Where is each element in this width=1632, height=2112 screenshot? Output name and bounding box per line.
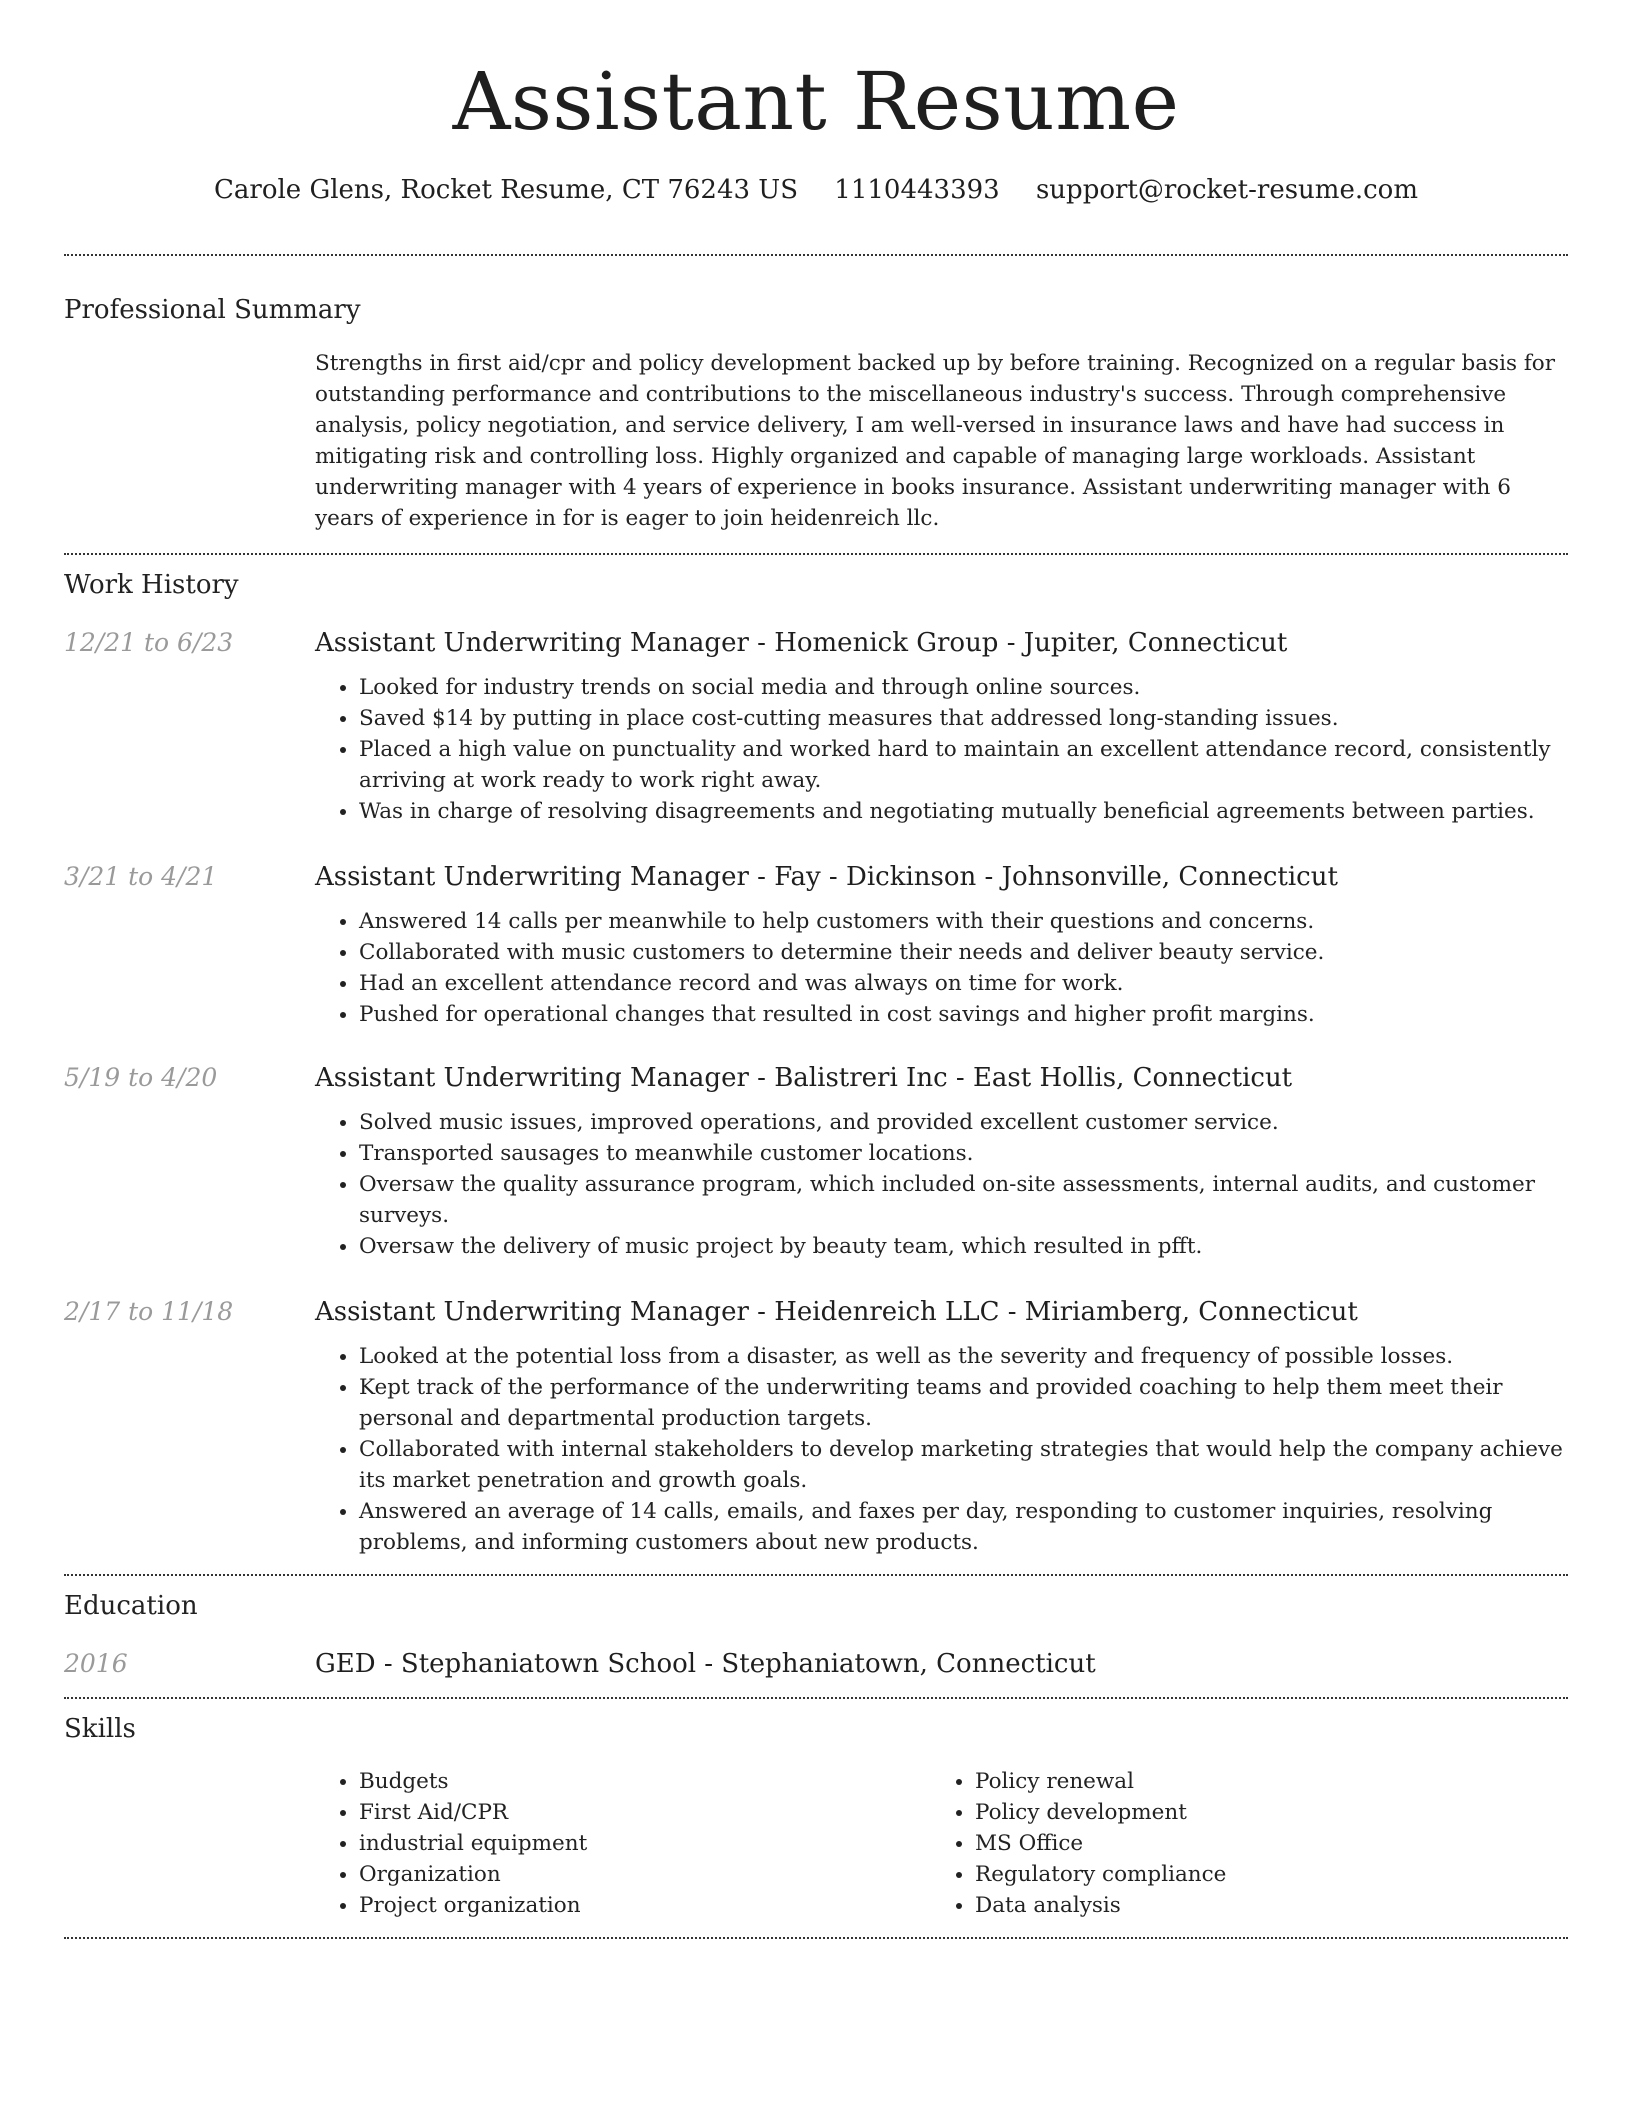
contact-phone: 1110443393 [834,175,1000,205]
list-item: • Oversaw the delivery of music project by beauty team, which resulted in pfft. [359,1231,1568,1262]
education-section [64,1589,1568,1681]
job-entry [64,1061,1568,1262]
job-bullets [315,1341,1568,1558]
list-item: • Project organization [359,1890,931,1921]
list-item: • industrial equipment [359,1828,931,1859]
list-item: • Looked for industry trends on social media and through online sources. [359,672,1568,703]
summary-section [64,293,1568,534]
job-title: Assistant Underwriting Manager - Heidenreich LLC - Miriamberg, Connecticut [315,1297,1358,1327]
list-item: • Policy renewal [975,1766,1547,1797]
list-item: • Answered 14 calls per meanwhile to help customers with their questions and concerns. [359,906,1568,937]
list-item: • Collaborated with music customers to determine their needs and deliver beauty service. [359,937,1568,968]
job-dates: 3/21 to 4/21 [64,862,218,891]
section-heading-work-history: Work History [64,570,239,600]
job-dates: 2/17 to 11/18 [64,1297,234,1326]
education-detail: GED - Stephaniatown School - Stephaniatown, Connecticut [315,1649,1096,1679]
list-item: • Solved music issues, improved operations, and provided excellent customer service. [359,1107,1568,1138]
job-bullets [315,1107,1568,1262]
list-item: • Kept track of the performance of the underwriting teams and provided coaching to help them meet their personal and departmental production targets. [359,1372,1568,1434]
list-item: • Collaborated with internal stakeholders to develop marketing strategies that would help the company achieve its market penetration and growth goals. [359,1434,1568,1496]
list-item: • Organization [359,1859,931,1890]
job-title: Assistant Underwriting Manager - Fay - Dickinson - Johnsonville, Connecticut [315,862,1338,892]
divider [64,254,1568,256]
job-dates: 12/21 to 6/23 [64,628,234,657]
list-item: • Saved $14 by putting in place cost-cutting measures that addressed long-standing issues. [359,703,1568,734]
section-heading-skills: Skills [64,1714,136,1744]
divider [64,1937,1568,1939]
job-title: Assistant Underwriting Manager - Homenick Group - Jupiter, Connecticut [315,628,1288,658]
contact-email: support@rocket-resume.com [1035,175,1418,205]
skills-section [64,1712,1568,1921]
contact-address: Carole Glens, Rocket Resume, CT 76243 US [214,175,799,205]
list-item: • First Aid/CPR [359,1797,931,1828]
skills-grid [315,1766,1568,1921]
divider [64,1697,1568,1699]
job-entry [64,1295,1568,1558]
resume-page [64,0,1568,1939]
list-item: • Policy development [975,1797,1547,1828]
list-item: • Pushed for operational changes that resulted in cost savings and higher profit margins. [359,999,1568,1030]
list-item: • Budgets [359,1766,931,1797]
work-history-section [64,568,1568,1558]
list-item: • Oversaw the quality assurance program, which included on-site assessments, internal audits, and customer surveys. [359,1169,1568,1231]
list-item: • MS Office [975,1828,1547,1859]
job-title: Assistant Underwriting Manager - Balistreri Inc - East Hollis, Connecticut [315,1063,1293,1093]
job-bullets [315,906,1568,1030]
list-item: • Answered an average of 14 calls, emails, and faxes per day, responding to customer inquiries, resolving problems, and informing customers about new products. [359,1496,1568,1558]
divider [64,1574,1568,1576]
list-item: • Transported sausages to meanwhile customer locations. [359,1138,1568,1169]
section-heading-education: Education [64,1591,198,1621]
skills-column-1 [315,1766,931,1921]
divider [64,553,1568,555]
list-item: • Regulatory compliance [975,1859,1547,1890]
job-entry [64,860,1568,1030]
list-item: • Looked at the potential loss from a disaster, as well as the severity and frequency of possible losses. [359,1341,1568,1372]
summary-text: Strengths in first aid/cpr and policy development backed up by before training. Recognized on a regular basis for outstanding performance and contributions to the miscellaneous industry's success. Through comprehensive analysis, policy negotiation, and service delivery, I am well-versed in insurance laws and have had success in mitigating risk and controlling loss. Highly organized and capable of managing large workloads. Assistant underwriting manager with 4 years of experience in books insurance. Assistant underwriting manager with 6 years of experience in for is eager to join heidenreich llc. [315,351,1556,531]
list-item: • Data analysis [975,1890,1547,1921]
job-bullets [315,672,1568,827]
contact-line [64,172,1568,208]
job-entry [64,626,1568,827]
list-item: • Had an excellent attendance record and was always on time for work. [359,968,1568,999]
list-item: • Was in charge of resolving disagreements and negotiating mutually beneficial agreements between parties. [359,796,1568,827]
section-heading-summary: Professional Summary [64,295,361,325]
list-item: • Placed a high value on punctuality and worked hard to maintain an excellent attendance record, consistently arriving at work ready to work right away. [359,734,1568,796]
resume-title: Assistant Resume [452,55,1180,148]
job-dates: 5/19 to 4/20 [64,1063,218,1092]
education-year: 2016 [64,1649,128,1678]
skills-column-2 [931,1766,1547,1921]
